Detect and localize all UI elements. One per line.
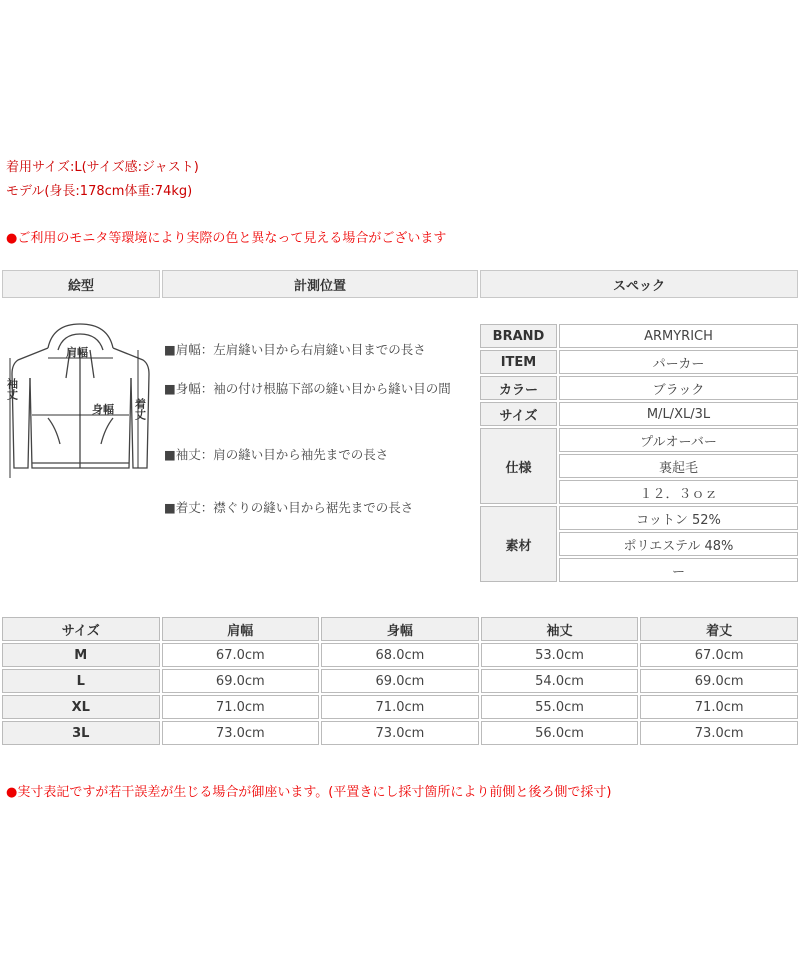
col-body: 身幅: [321, 617, 479, 641]
hoodie-diagram: [5, 318, 158, 498]
col-shoulder: 肩幅: [162, 617, 320, 641]
spec-detail-label: 仕様: [480, 428, 557, 504]
color-warning: ●ご利用のモニタ等環境により実際の色と異なって見える場合がございます: [6, 231, 447, 246]
shoulder-cell: 69.0cm: [162, 669, 320, 693]
desc-length: ■着丈：襟ぐりの縫い目から裾先までの長さ: [164, 500, 414, 515]
length-cell: 73.0cm: [640, 721, 798, 745]
spec-table: [478, 322, 800, 584]
table-row: [2, 695, 798, 719]
spec-material-2: ポリエステル 48%: [559, 532, 798, 556]
size-cell: 3L: [2, 721, 160, 745]
spec-item-label: ITEM: [480, 350, 557, 374]
length-cell: 69.0cm: [640, 669, 798, 693]
spec-size-label: サイズ: [480, 402, 557, 426]
size-cell: L: [2, 669, 160, 693]
header-spec: スペック: [480, 270, 798, 298]
spec-item: パーカー: [559, 350, 798, 374]
spec-brand: ARMYRICH: [559, 324, 798, 348]
header-pattern: 絵型: [2, 270, 160, 298]
spec-color-label: カラー: [480, 376, 557, 400]
desc-sleeve: ■袖丈：肩の縫い目から袖先までの長さ: [164, 447, 389, 462]
table-row: [2, 721, 798, 745]
desc-body: ■身幅：袖の付け根脇下部の縫い目から縫い目の間: [164, 381, 451, 396]
body-cell: 71.0cm: [321, 695, 479, 719]
spec-material-label: 素材: [480, 506, 557, 582]
size-table: [0, 615, 800, 747]
size-cell: XL: [2, 695, 160, 719]
spec-material-3: ー: [559, 558, 798, 582]
spec-material-1: コットン 52%: [559, 506, 798, 530]
body-cell: 68.0cm: [321, 643, 479, 667]
body-cell: 69.0cm: [321, 669, 479, 693]
model-note: モデル(身長:178cm体重:74kg): [6, 184, 193, 199]
size-cell: M: [2, 643, 160, 667]
col-length: 着丈: [640, 617, 798, 641]
col-size: サイズ: [2, 617, 160, 641]
shoulder-cell: 71.0cm: [162, 695, 320, 719]
desc-shoulder: ■肩幅：左肩縫い目から右肩縫い目までの長さ: [164, 342, 426, 357]
body-cell: 73.0cm: [321, 721, 479, 745]
length-cell: 71.0cm: [640, 695, 798, 719]
shoulder-cell: 73.0cm: [162, 721, 320, 745]
spec-detail-3: １２．３ｏｚ: [559, 480, 798, 504]
sleeve-cell: 55.0cm: [481, 695, 639, 719]
table-row: [2, 669, 798, 693]
spec-color: ブラック: [559, 376, 798, 400]
header-position: 計測位置: [162, 270, 478, 298]
sleeve-cell: 56.0cm: [481, 721, 639, 745]
measure-warning: ●実寸表記ですが若干誤差が生じる場合が御座います。(平置きにし採寸箇所により前側と後ろ側で採寸): [6, 785, 612, 800]
length-cell: 67.0cm: [640, 643, 798, 667]
spec-detail-2: 裏起毛: [559, 454, 798, 478]
sleeve-cell: 53.0cm: [481, 643, 639, 667]
label-length: 着丈: [133, 398, 147, 420]
label-shoulder: 肩幅: [66, 346, 88, 359]
label-body: 身幅: [92, 403, 114, 416]
spec-size: M/L/XL/3L: [559, 402, 798, 426]
table-row: [2, 643, 798, 667]
sleeve-cell: 54.0cm: [481, 669, 639, 693]
spec-brand-label: BRAND: [480, 324, 557, 348]
wear-size-note: 着用サイズ:L(サイズ感:ジャスト): [6, 160, 199, 175]
col-sleeve: 袖丈: [481, 617, 639, 641]
label-sleeve: 袖丈: [5, 378, 19, 400]
shoulder-cell: 67.0cm: [162, 643, 320, 667]
spec-detail-1: プルオーバー: [559, 428, 798, 452]
